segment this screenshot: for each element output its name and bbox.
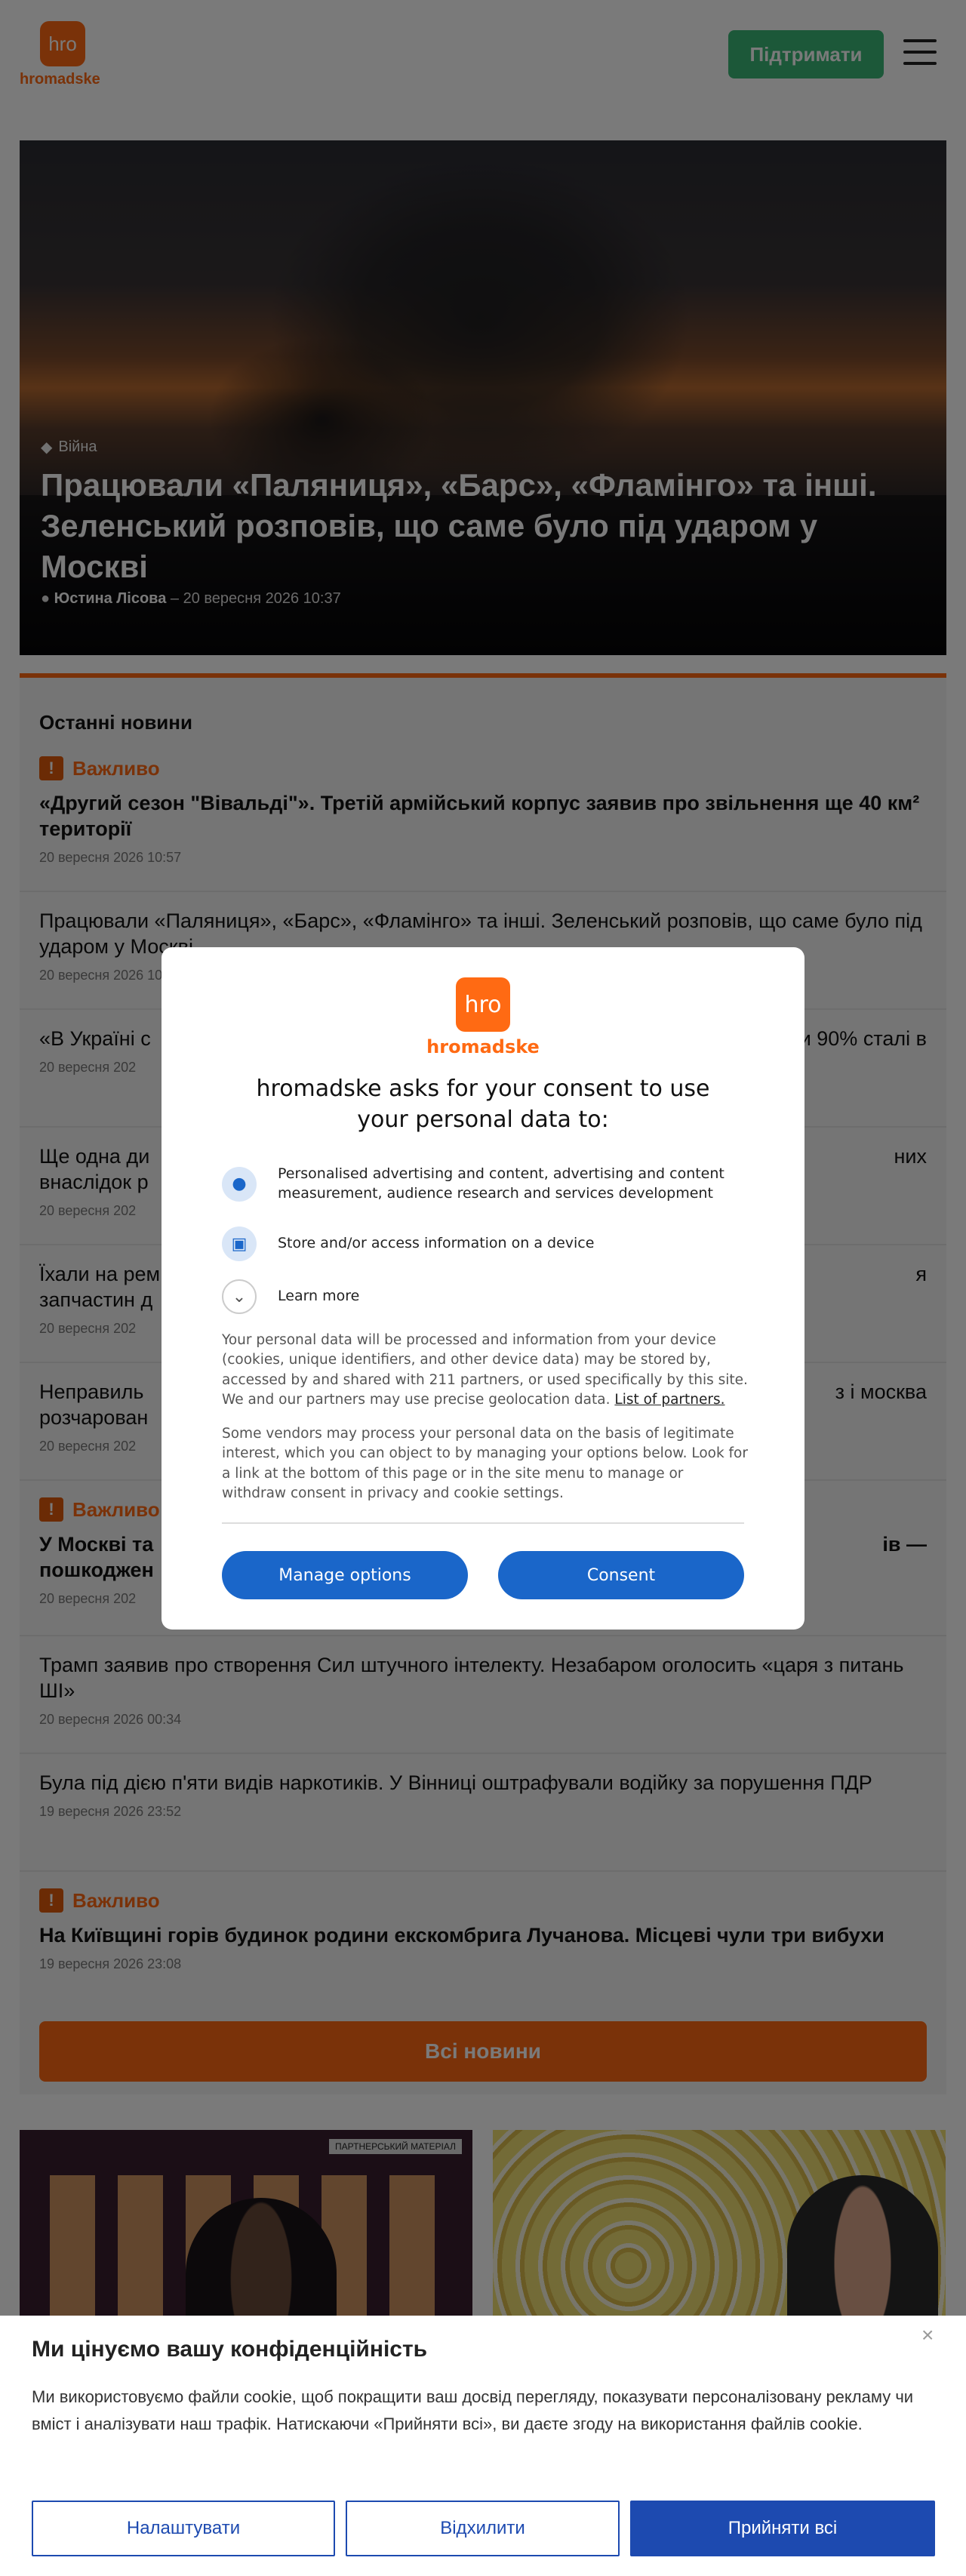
device-icon: ▣ (222, 1226, 257, 1261)
legitimate-interest-paragraph: Some vendors may process your personal data on the basis of legitimate interest, which you can object to by managing your options below. Look for a link at the bottom of this page or in the site menu to manage or withdraw consent in privacy and cookie settings. (222, 1426, 748, 1501)
partners-link[interactable]: List of partners. (614, 1391, 725, 1408)
cookie-title: Ми цінуємо вашу конфіденційність (32, 2337, 428, 2362)
consent-paragraph: Your personal data will be processed and information from your device (cookies, unique identifiers, and other device data) may be stored by, accessed by and shared with 211 partners, or used specifically by this site. We and our partners may use precise geolocation data. List of partners. (222, 1332, 748, 1408)
manage-options-button[interactable]: Manage options (222, 1551, 468, 1599)
purpose-device-storage (222, 1226, 750, 1261)
person-icon: ● (222, 1167, 257, 1202)
consent-button[interactable]: Consent (498, 1551, 744, 1599)
purpose-text: Store and/or access information on a device (278, 1235, 595, 1252)
cookie-text: Ми використовуємо файли cookie, щоб покращити ваш досвід перегляду, показувати персоналізовану рекламу чи вміст і аналізувати наш трафік. Натискаючи «Прийняти всі», ви даєте згоду на використання файлів cookie. (32, 2387, 914, 2434)
cookie-banner (0, 2316, 966, 2576)
learn-more-label[interactable]: Learn more (278, 1288, 360, 1305)
dialog-title: hromadske asks for your consent to use your personal data to: (256, 1076, 710, 1133)
dialog-brand: hromadske (426, 1036, 540, 1057)
dialog-logo-mark: hro (456, 977, 510, 1032)
cookie-accept-button[interactable]: Прийняти всі (630, 2501, 935, 2556)
close-icon[interactable]: × (921, 2323, 934, 2347)
cookie-settings-button[interactable]: Налаштувати (32, 2501, 335, 2556)
cookie-reject-button[interactable]: Відхилити (346, 2501, 620, 2556)
purpose-text: Personalised advertising and content, advertising and content measurement, audience research and services development (278, 1165, 724, 1202)
chevron-down-icon: ⌄ (222, 1279, 257, 1314)
purpose-personalised-ads (222, 1165, 750, 1203)
dialog-divider (222, 1522, 744, 1524)
learn-more-toggle[interactable] (222, 1279, 750, 1314)
consent-dialog (162, 947, 804, 1630)
